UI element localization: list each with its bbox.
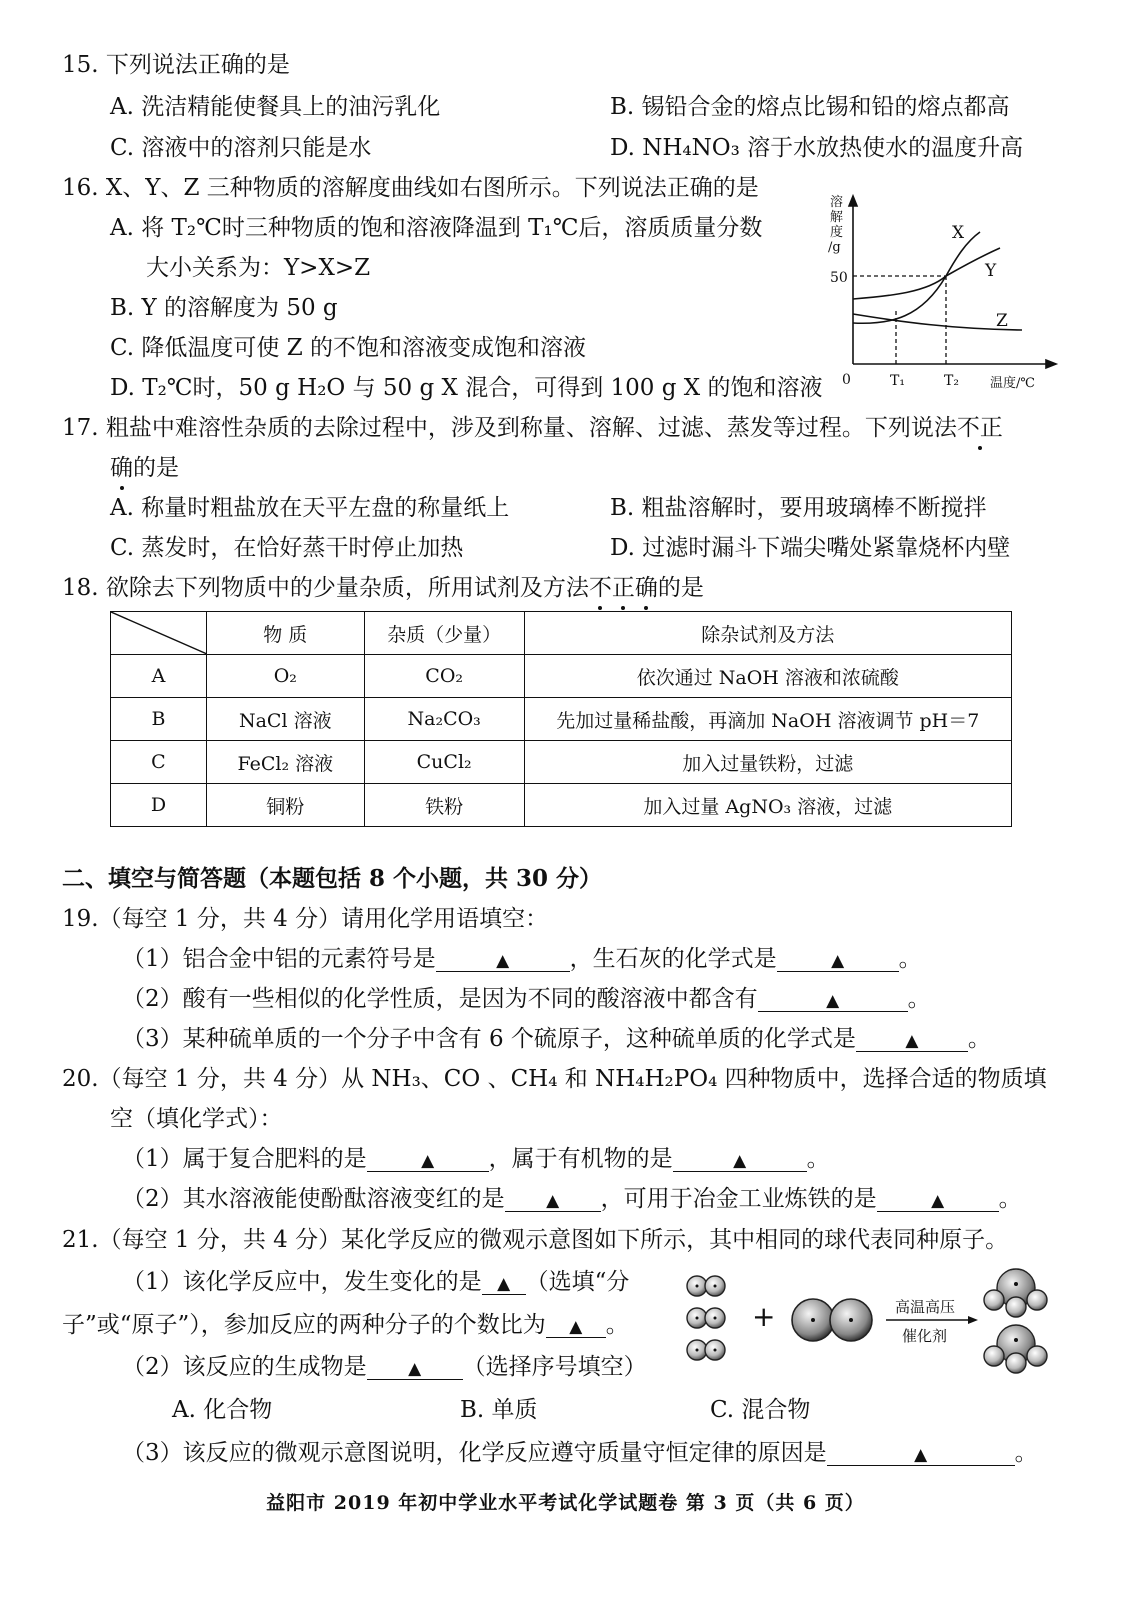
graph-y-arrow	[849, 196, 857, 206]
q17-stem-text: 17. 粗盐中难溶性杂质的去除过程中，涉及到称量、溶解、过滤、蒸发等过程。下列说法	[62, 415, 957, 441]
answer-blank[interactable]	[367, 1147, 489, 1172]
table-cell: 加入过量 AgNO₃ 溶液，过滤	[524, 784, 1011, 827]
answer-blank[interactable]	[758, 987, 908, 1012]
period: 。	[967, 1026, 991, 1052]
q18-stem-end: 的是	[657, 575, 704, 601]
answer-blank[interactable]	[673, 1147, 807, 1172]
diagonal-line	[111, 612, 207, 654]
q17-option-a: A. 称量时粗盐放在天平左盘的称量纸上	[110, 495, 510, 521]
q15-stem: 15. 下列说法正确的是	[62, 52, 290, 78]
answer-blank[interactable]	[827, 1441, 1015, 1466]
q19-part1	[122, 944, 922, 974]
blank-marker: ▲	[733, 1151, 747, 1171]
blank-marker: ▲	[931, 1191, 945, 1211]
period: 。	[998, 1186, 1022, 1212]
solubility-graph	[822, 192, 1062, 402]
q20-part2-text-2: ，可用于冶金工业炼铁的是	[600, 1186, 877, 1212]
q18-stem-text: 18. 欲除去下列物质中的少量杂质，所用试剂及方法	[62, 575, 589, 601]
q21-part2	[122, 1352, 647, 1382]
blank-marker: ▲	[408, 1359, 422, 1379]
q21-part1-text-3: 子”或“原子”），参加反应的两种分子的个数比为	[62, 1312, 546, 1338]
q17-stem-end: 的是	[133, 455, 179, 481]
graph-ylabel-2: 解	[830, 210, 844, 225]
blank-marker: ▲	[497, 1274, 511, 1294]
table-row	[111, 741, 1012, 784]
q21-part3	[122, 1438, 1038, 1468]
q19-part1-text-2: ，生石灰的化学式是	[569, 946, 777, 972]
answer-blank[interactable]	[546, 1313, 606, 1338]
reactant-large-molecule	[792, 1299, 872, 1341]
q19-part3-text: （3）某种硫单质的一个分子中含有 6 个硫原子，这种硫单质的化学式是	[122, 1026, 856, 1052]
condition-top: 高温高压	[895, 1298, 956, 1316]
table-cell: B	[111, 698, 207, 741]
blank-marker: ▲	[546, 1191, 560, 1211]
curve-label-x: X	[952, 223, 965, 243]
graph-tick-t1: T₁	[890, 373, 905, 389]
graph-x-arrow	[1046, 360, 1056, 368]
period: 。	[1014, 1440, 1038, 1466]
q19-part2	[122, 984, 931, 1014]
answer-blank[interactable]	[505, 1187, 601, 1212]
curve-y	[853, 248, 1000, 299]
table-cell: NaCl 溶液	[206, 698, 364, 741]
q16-option-c: C. 降低温度可使 Z 的不饱和溶液变成饱和溶液	[110, 335, 587, 361]
q20-stem-line1: 20.（每空 1 分，共 4 分）从 NH₃、CO 、CH₄ 和 NH₄H₂PO₄ 四种物质中，选择合适的物质填	[62, 1066, 1047, 1092]
table-cell: D	[111, 784, 207, 827]
q17-option-b: B. 粗盐溶解时，要用玻璃棒不断搅拌	[610, 495, 987, 521]
q19-part2-text: （2）酸有一些相似的化学性质，是因为不同的酸溶液中都含有	[122, 986, 758, 1012]
graph-tick-50: 50	[830, 270, 848, 286]
graph-tick-t2: T₂	[944, 373, 959, 389]
q16-option-d: D. T₂℃时，50 g H₂O 与 50 g X 混合，可得到 100 g X 的饱和溶液	[110, 375, 823, 401]
q21-option-a: A. 化合物	[172, 1397, 273, 1423]
period: 。	[898, 946, 922, 972]
curve-label-y: Y	[985, 261, 997, 281]
blank-marker: ▲	[914, 1445, 928, 1465]
blank-marker: ▲	[905, 1031, 919, 1051]
q21-option-b: B. 单质	[460, 1397, 538, 1423]
condition-bottom: 催化剂	[902, 1327, 948, 1345]
curve-x	[853, 232, 980, 323]
q16-option-b: B. Y 的溶解度为 50 g	[110, 295, 338, 321]
answer-blank[interactable]	[856, 1027, 968, 1052]
table-cell: CO₂	[364, 655, 524, 698]
period: 。	[907, 986, 931, 1012]
answer-blank[interactable]	[367, 1355, 463, 1380]
period: 。	[806, 1146, 830, 1172]
table-cell: CuCl₂	[364, 741, 524, 784]
q18-emphasis: 不正确	[588, 575, 658, 601]
page-footer: 益阳市 2019 年初中学业水平考试化学试题卷 第 3 页（共 6 页）	[266, 1492, 865, 1514]
q16-option-a-cont: 大小关系为：Y>X>Z	[146, 255, 371, 281]
blank-marker: ▲	[569, 1317, 583, 1337]
table-header: 除杂试剂及方法	[524, 612, 1011, 655]
q16-stem: 16. X、Y、Z 三种物质的溶解度曲线如右图所示。下列说法正确的是	[62, 175, 759, 201]
graph-origin: 0	[842, 372, 851, 388]
blank-marker: ▲	[826, 991, 840, 1011]
answer-blank[interactable]	[482, 1270, 526, 1295]
answer-blank[interactable]	[777, 947, 899, 972]
q17-option-c: C. 蒸发时，在恰好蒸干时停止加热	[110, 535, 464, 561]
q17-emphasis-2: 确	[110, 455, 133, 481]
q17-stem-line2	[110, 453, 179, 483]
q15-option-b: B. 锡铅合金的熔点比锡和铅的熔点都高	[610, 94, 1010, 120]
q18-stem	[62, 573, 704, 603]
table-cell: 加入过量铁粉，过滤	[524, 741, 1011, 784]
q21-part1-text: （1）该化学反应中，发生变化的是	[122, 1269, 482, 1295]
q15-option-c: C. 溶液中的溶剂只能是水	[110, 135, 372, 161]
table-cell: A	[111, 655, 207, 698]
q20-part2-text: （2）其水溶液能使酚酞溶液变红的是	[122, 1186, 505, 1212]
graph-ylabel-4: /g	[828, 240, 841, 255]
q16-option-a: A. 将 T₂℃时三种物质的饱和溶液降温到 T₁℃后，溶质质量分数	[110, 215, 763, 241]
q19-stem: 19.（每空 1 分，共 4 分）请用化学用语填空：	[62, 906, 549, 932]
blank-marker: ▲	[831, 951, 845, 971]
q21-part3-text: （3）该反应的微观示意图说明，化学反应遵守质量守恒定律的原因是	[122, 1440, 827, 1466]
impurity-table	[110, 611, 1012, 827]
table-row	[111, 655, 1012, 698]
q19-part1-text: （1）铝合金中铝的元素符号是	[122, 946, 436, 972]
table-cell: 铁粉	[364, 784, 524, 827]
blank-marker: ▲	[496, 951, 510, 971]
table-cell: 先加过量稀盐酸，再滴加 NaOH 溶液调节 pH＝7	[524, 698, 1011, 741]
answer-blank[interactable]	[877, 1187, 999, 1212]
q17-emphasis: 不正	[956, 415, 1003, 441]
q21-part2-text: （2）该反应的生成物是	[122, 1354, 367, 1380]
q21-part1-text-2: （选填“分	[525, 1269, 630, 1295]
graph-xlabel: 温度/℃	[990, 376, 1035, 391]
blank-marker: ▲	[421, 1151, 435, 1171]
q21-part1	[122, 1267, 629, 1297]
plus-sign: +	[752, 1300, 776, 1333]
table-cell: 依次通过 NaOH 溶液和浓硫酸	[524, 655, 1011, 698]
q20-part1-text-2: ，属于有机物的是	[488, 1146, 673, 1172]
q21-option-c: C. 混合物	[710, 1397, 811, 1423]
table-corner-cell	[111, 612, 207, 655]
period: 。	[605, 1312, 629, 1338]
reactant-small-molecules	[687, 1276, 725, 1360]
graph-ylabel-3: 度	[830, 225, 844, 240]
q20-stem-line2: 空（填化学式）：	[110, 1106, 283, 1132]
table-cell: Na₂CO₃	[364, 698, 524, 741]
q21-stem: 21.（每空 1 分，共 4 分）某化学反应的微观示意图如下所示，其中相同的球代表同种原子。	[62, 1227, 1009, 1253]
table-row	[111, 698, 1012, 741]
reaction-diagram	[680, 1262, 1060, 1382]
table-header: 物 质	[206, 612, 364, 655]
section-heading: 二、填空与简答题（本题包括 8 个小题，共 30 分）	[62, 865, 603, 892]
answer-blank[interactable]	[436, 947, 570, 972]
q15-option-d: D. NH₄NO₃ 溶于水放热使水的温度升高	[610, 135, 1024, 161]
q17-option-d: D. 过滤时漏斗下端尖嘴处紧靠烧杯内壁	[610, 535, 1011, 561]
q19-part3	[122, 1024, 991, 1054]
table-cell: C	[111, 741, 207, 784]
table-row	[111, 784, 1012, 827]
curve-label-z: Z	[996, 311, 1008, 331]
graph-ylabel-1: 溶	[830, 195, 844, 210]
table-cell: 铜粉	[206, 784, 364, 827]
q21-part2-text-2: （选择序号填空）	[462, 1354, 647, 1380]
q21-part1-cont	[62, 1310, 629, 1340]
q20-part1-text: （1）属于复合肥料的是	[122, 1146, 367, 1172]
q20-part2	[122, 1184, 1022, 1214]
table-cell: FeCl₂ 溶液	[206, 741, 364, 784]
q17-stem-line1	[62, 413, 1003, 443]
table-header: 杂质（少量）	[364, 612, 524, 655]
q20-part1	[122, 1144, 830, 1174]
table-header-row	[111, 612, 1012, 655]
table-cell: O₂	[206, 655, 364, 698]
q15-option-a: A. 洗洁精能使餐具上的油污乳化	[110, 94, 441, 120]
